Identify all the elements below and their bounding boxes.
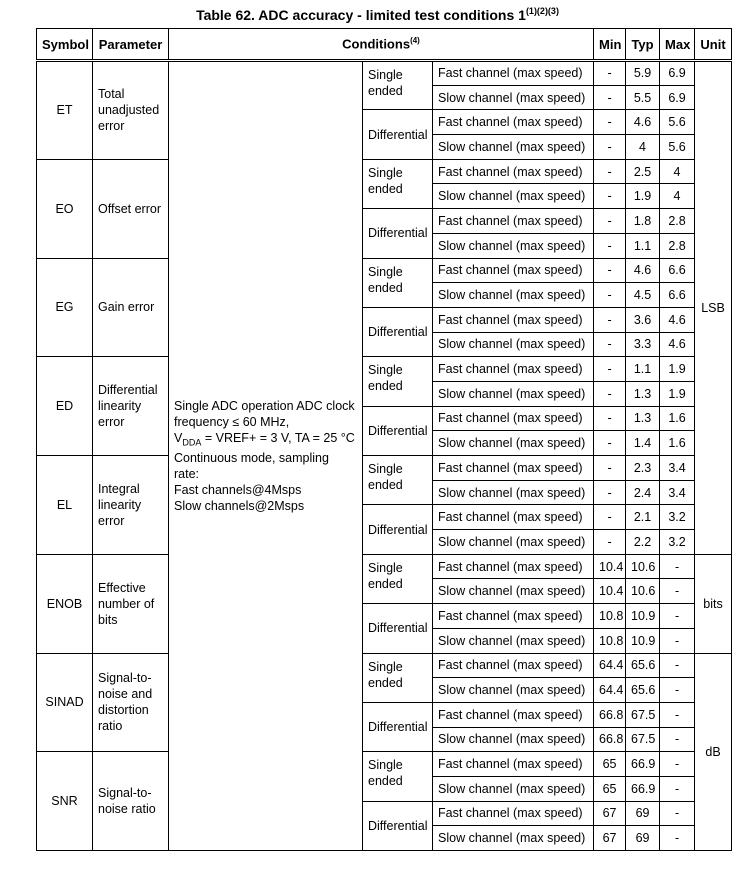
cell-typ: 4 — [626, 135, 660, 160]
cell-typ: 65.6 — [626, 678, 660, 703]
cell-min: - — [594, 233, 626, 258]
cell-channel-slow: Slow channel (max speed) — [433, 233, 594, 258]
table-row — [37, 653, 732, 678]
header-conditions-label: Conditions — [342, 36, 411, 52]
condition-clock: Single ADC operation ADC clock frequency ≤ 60 MHz, — [174, 398, 355, 429]
cell-max: - — [660, 727, 695, 752]
cell-max: 6.9 — [660, 61, 695, 86]
cell-mode-single-ended: Single ended — [363, 752, 433, 801]
cell-channel-slow: Slow channel (max speed) — [433, 135, 594, 160]
header-symbol: Symbol — [37, 29, 93, 61]
cell-channel-fast: Fast channel (max speed) — [433, 505, 594, 530]
cell-max: 3.4 — [660, 456, 695, 481]
cell-symbol: ENOB — [37, 554, 93, 653]
cell-channel-slow: Slow channel (max speed) — [433, 283, 594, 308]
cell-channel-fast: Fast channel (max speed) — [433, 604, 594, 629]
cell-parameter: Signal-to-noise ratio — [93, 752, 169, 851]
cell-max: 4.6 — [660, 332, 695, 357]
cell-max: - — [660, 579, 695, 604]
cell-symbol: ED — [37, 357, 93, 456]
cell-typ: 10.6 — [626, 554, 660, 579]
table-caption — [0, 6, 755, 23]
cell-channel-fast: Fast channel (max speed) — [433, 307, 594, 332]
cell-typ: 1.1 — [626, 357, 660, 382]
cell-mode-differential: Differential — [363, 307, 433, 356]
cell-min: 66.8 — [594, 702, 626, 727]
cell-typ: 5.5 — [626, 85, 660, 110]
cell-channel-fast: Fast channel (max speed) — [433, 61, 594, 86]
cell-max: 2.8 — [660, 209, 695, 234]
vdda-subscript: DDA — [182, 437, 202, 448]
cell-max: 1.9 — [660, 357, 695, 382]
cell-channel-slow: Slow channel (max speed) — [433, 678, 594, 703]
cell-channel-fast: Fast channel (max speed) — [433, 110, 594, 135]
cell-min: 10.4 — [594, 554, 626, 579]
cell-typ: 5.9 — [626, 61, 660, 86]
cell-channel-slow: Slow channel (max speed) — [433, 826, 594, 851]
cell-test-conditions — [169, 61, 363, 851]
cell-max: - — [660, 628, 695, 653]
table-row — [37, 61, 732, 86]
cell-min: 10.8 — [594, 604, 626, 629]
cell-symbol: SINAD — [37, 653, 93, 752]
cell-mode-differential: Differential — [363, 801, 433, 850]
cell-mode-single-ended: Single ended — [363, 653, 433, 702]
cell-typ: 4.6 — [626, 110, 660, 135]
cell-min: - — [594, 110, 626, 135]
cell-max: - — [660, 653, 695, 678]
cell-channel-fast: Fast channel (max speed) — [433, 456, 594, 481]
cell-mode-differential: Differential — [363, 406, 433, 455]
cell-min: - — [594, 307, 626, 332]
cell-typ: 2.3 — [626, 456, 660, 481]
cell-min: 10.4 — [594, 579, 626, 604]
cell-channel-slow: Slow channel (max speed) — [433, 530, 594, 555]
cell-typ: 66.9 — [626, 752, 660, 777]
cell-max: 6.6 — [660, 283, 695, 308]
cell-max: - — [660, 678, 695, 703]
cell-channel-fast: Fast channel (max speed) — [433, 801, 594, 826]
condition-vdda — [174, 430, 357, 451]
cell-max: - — [660, 752, 695, 777]
cell-channel-slow: Slow channel (max speed) — [433, 381, 594, 406]
cell-channel-fast: Fast channel (max speed) — [433, 209, 594, 234]
cell-mode-single-ended: Single ended — [363, 61, 433, 110]
table-body — [37, 61, 732, 851]
adc-accuracy-table — [36, 28, 732, 851]
cell-typ: 65.6 — [626, 653, 660, 678]
cell-min: 65 — [594, 752, 626, 777]
cell-symbol: ET — [37, 61, 93, 160]
condition-mode: Continuous mode, sampling rate: — [174, 451, 329, 482]
cell-typ: 3.6 — [626, 307, 660, 332]
header-conditions-note: (4) — [410, 36, 420, 46]
vdda-value: = VREF+ = 3 V, TA = 25 °C — [201, 430, 355, 445]
cell-max: 3.2 — [660, 530, 695, 555]
cell-min: - — [594, 431, 626, 456]
cell-mode-single-ended: Single ended — [363, 554, 433, 603]
cell-parameter: Offset error — [93, 159, 169, 258]
cell-parameter: Signal-to-noise and distortion ratio — [93, 653, 169, 752]
cell-typ: 10.9 — [626, 604, 660, 629]
cell-min: - — [594, 159, 626, 184]
cell-min: 67 — [594, 826, 626, 851]
header-row — [37, 29, 732, 61]
cell-parameter: Integral linearity error — [93, 456, 169, 555]
cell-typ: 69 — [626, 826, 660, 851]
cell-parameter: Gain error — [93, 258, 169, 357]
cell-min: 64.4 — [594, 653, 626, 678]
table-row — [37, 752, 732, 777]
cell-typ: 1.8 — [626, 209, 660, 234]
cell-typ: 10.9 — [626, 628, 660, 653]
cell-min: - — [594, 530, 626, 555]
cell-channel-slow: Slow channel (max speed) — [433, 727, 594, 752]
cell-max: - — [660, 554, 695, 579]
cell-parameter: Differential linearity error — [93, 357, 169, 456]
cell-symbol: EL — [37, 456, 93, 555]
cell-typ: 67.5 — [626, 727, 660, 752]
cell-min: 64.4 — [594, 678, 626, 703]
cell-channel-slow: Slow channel (max speed) — [433, 184, 594, 209]
cell-min: - — [594, 184, 626, 209]
cell-channel-slow: Slow channel (max speed) — [433, 480, 594, 505]
cell-typ: 10.6 — [626, 579, 660, 604]
cell-max: 6.6 — [660, 258, 695, 283]
cell-mode-single-ended: Single ended — [363, 357, 433, 406]
cell-max: 1.6 — [660, 431, 695, 456]
cell-typ: 4.6 — [626, 258, 660, 283]
table-row — [37, 357, 732, 382]
header-parameter: Parameter — [93, 29, 169, 61]
cell-typ: 2.4 — [626, 480, 660, 505]
cell-typ: 1.3 — [626, 406, 660, 431]
cell-max: 4 — [660, 159, 695, 184]
cell-typ: 3.3 — [626, 332, 660, 357]
cell-max: - — [660, 702, 695, 727]
header-unit: Unit — [695, 29, 732, 61]
cell-channel-slow: Slow channel (max speed) — [433, 431, 594, 456]
cell-channel-fast: Fast channel (max speed) — [433, 752, 594, 777]
cell-channel-slow: Slow channel (max speed) — [433, 776, 594, 801]
table-title: Table 62. ADC accuracy - limited test conditions 1 — [196, 7, 526, 23]
cell-typ: 1.9 — [626, 184, 660, 209]
header-min: Min — [594, 29, 626, 61]
cell-typ: 4.5 — [626, 283, 660, 308]
cell-unit-lsb: LSB — [695, 61, 732, 555]
cell-channel-fast: Fast channel (max speed) — [433, 406, 594, 431]
header-max: Max — [660, 29, 695, 61]
cell-channel-slow: Slow channel (max speed) — [433, 332, 594, 357]
cell-parameter: Total unadjusted error — [93, 61, 169, 160]
cell-unit-db: dB — [695, 653, 732, 851]
cell-max: 3.2 — [660, 505, 695, 530]
cell-parameter: Effective number of bits — [93, 554, 169, 653]
cell-max: 3.4 — [660, 480, 695, 505]
cell-min: - — [594, 283, 626, 308]
cell-max: - — [660, 604, 695, 629]
cell-max: 4 — [660, 184, 695, 209]
cell-min: 66.8 — [594, 727, 626, 752]
cell-min: - — [594, 456, 626, 481]
cell-min: - — [594, 357, 626, 382]
cell-mode-differential: Differential — [363, 604, 433, 653]
cell-symbol: SNR — [37, 752, 93, 851]
cell-typ: 1.4 — [626, 431, 660, 456]
cell-channel-slow: Slow channel (max speed) — [433, 579, 594, 604]
cell-min: - — [594, 135, 626, 160]
cell-min: 65 — [594, 776, 626, 801]
cell-max: - — [660, 826, 695, 851]
condition-slow-rate: Slow channels@2Msps — [174, 499, 305, 514]
cell-mode-differential: Differential — [363, 110, 433, 159]
cell-channel-fast: Fast channel (max speed) — [433, 258, 594, 283]
cell-typ: 1.1 — [626, 233, 660, 258]
cell-max: 1.6 — [660, 406, 695, 431]
cell-max: 4.6 — [660, 307, 695, 332]
cell-channel-fast: Fast channel (max speed) — [433, 357, 594, 382]
cell-min: - — [594, 209, 626, 234]
cell-min: 67 — [594, 801, 626, 826]
cell-max: 5.6 — [660, 110, 695, 135]
cell-mode-differential: Differential — [363, 209, 433, 258]
cell-min: - — [594, 85, 626, 110]
cell-min: 10.8 — [594, 628, 626, 653]
cell-unit-bits: bits — [695, 554, 732, 653]
cell-max: 5.6 — [660, 135, 695, 160]
cell-min: - — [594, 505, 626, 530]
cell-channel-fast: Fast channel (max speed) — [433, 702, 594, 727]
cell-min: - — [594, 332, 626, 357]
header-typ: Typ — [626, 29, 660, 61]
cell-max: 2.8 — [660, 233, 695, 258]
cell-max: 6.9 — [660, 85, 695, 110]
caption-footnote-refs: (1)(2)(3) — [525, 6, 559, 16]
condition-fast-rate: Fast channels@4Msps — [174, 483, 302, 498]
cell-max: 1.9 — [660, 381, 695, 406]
cell-mode-single-ended: Single ended — [363, 258, 433, 307]
cell-mode-single-ended: Single ended — [363, 456, 433, 505]
header-conditions — [169, 29, 594, 61]
cell-mode-differential: Differential — [363, 505, 433, 554]
cell-symbol: EO — [37, 159, 93, 258]
cell-min: - — [594, 406, 626, 431]
table-row — [37, 554, 732, 579]
table-row — [37, 258, 732, 283]
cell-channel-slow: Slow channel (max speed) — [433, 628, 594, 653]
cell-max: - — [660, 801, 695, 826]
cell-symbol: EG — [37, 258, 93, 357]
cell-typ: 69 — [626, 801, 660, 826]
cell-max: - — [660, 776, 695, 801]
cell-channel-fast: Fast channel (max speed) — [433, 653, 594, 678]
cell-mode-single-ended: Single ended — [363, 159, 433, 208]
cell-channel-fast: Fast channel (max speed) — [433, 159, 594, 184]
table-row — [37, 159, 732, 184]
cell-min: - — [594, 258, 626, 283]
cell-typ: 1.3 — [626, 381, 660, 406]
cell-typ: 2.1 — [626, 505, 660, 530]
cell-min: - — [594, 61, 626, 86]
cell-channel-slow: Slow channel (max speed) — [433, 85, 594, 110]
cell-typ: 66.9 — [626, 776, 660, 801]
cell-typ: 2.2 — [626, 530, 660, 555]
table-row — [37, 456, 732, 481]
cell-typ: 2.5 — [626, 159, 660, 184]
cell-min: - — [594, 480, 626, 505]
cell-typ: 67.5 — [626, 702, 660, 727]
cell-mode-differential: Differential — [363, 702, 433, 751]
cell-min: - — [594, 381, 626, 406]
cell-channel-fast: Fast channel (max speed) — [433, 554, 594, 579]
vdda-symbol: V — [174, 430, 183, 445]
